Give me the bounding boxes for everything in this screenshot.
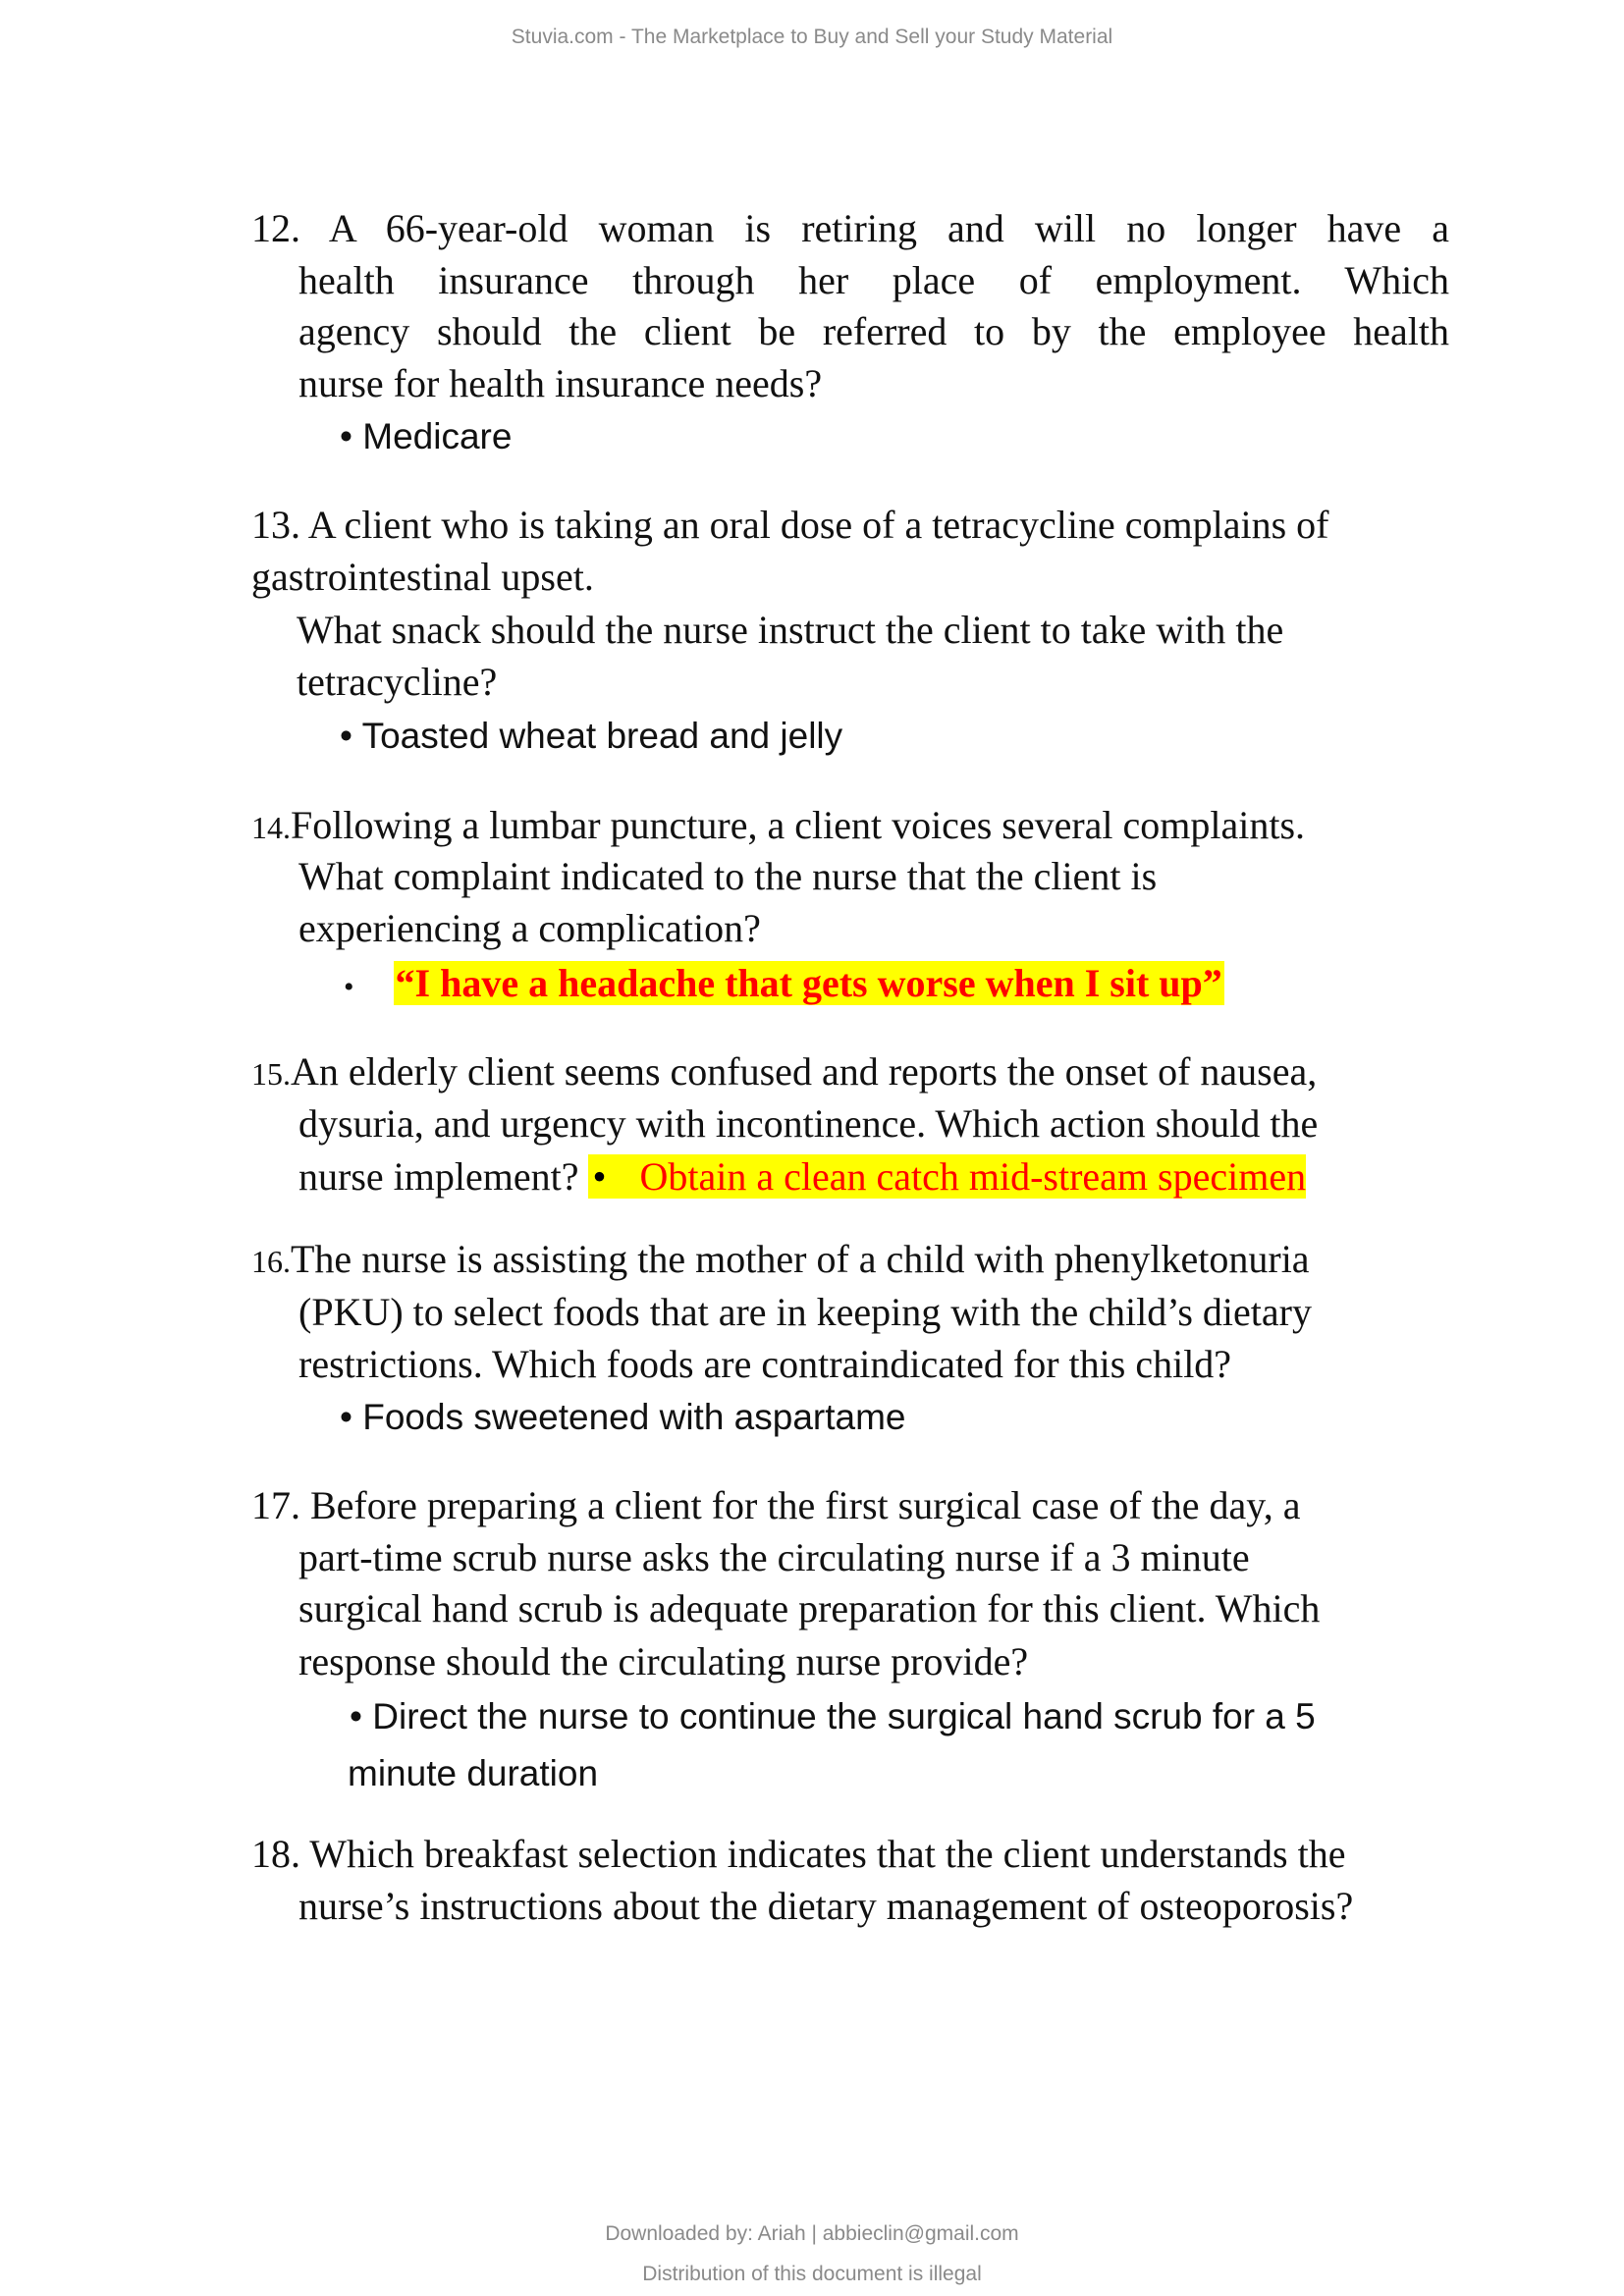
question-text: What complaint indicated to the nurse that the client is (298, 854, 1158, 898)
highlighted-answer: “I have a headache that gets worse when I sit up” (395, 961, 1222, 1005)
question-text: experiencing a complication? (298, 906, 761, 950)
question-text: surgical hand scrub is adequate preparation for this client. Which (298, 1586, 1321, 1630)
question-text: 18. Which breakfast selection indicates that the client understands the (251, 1832, 1346, 1876)
page-header: Stuvia.com - The Marketplace to Buy and Sell your Study Material (511, 26, 1113, 48)
answer: • Medicare (340, 416, 513, 456)
question-text: nurse’s instructions about the dietary management of osteoporosis? (298, 1884, 1354, 1928)
question-text: agency should the client be referred to by the employee health (298, 309, 1449, 353)
question-text: gastrointestinal upset. (251, 555, 594, 599)
question-text: tetracycline? (297, 660, 498, 704)
question-text: (PKU) to select foods that are in keeping with the child’s dietary (298, 1290, 1312, 1334)
question-text: part-time scrub nurse asks the circulating nurse if a 3 minute (298, 1535, 1250, 1579)
highlighted-answer: Obtain a clean catch mid-stream specimen (635, 1154, 1306, 1199)
answer: • Direct the nurse to continue the surgical hand scrub for a 5 (350, 1696, 1316, 1736)
question-text: nurse implement? • Obtain a clean catch mid-stream specimen (298, 1154, 1307, 1199)
answer: • Toasted wheat bread and jelly (340, 716, 843, 756)
question-text: dysuria, and urgency with incontinence. Which action should the (298, 1101, 1319, 1146)
question-text: 15.An elderly client seems confused and reports the onset of nausea, (251, 1049, 1318, 1094)
answer: • Foods sweetened with aspartame (340, 1397, 906, 1437)
question-text: response should the circulating nurse provide? (298, 1639, 1029, 1683)
question-text: nurse for health insurance needs? (298, 361, 823, 405)
answer: • “I have a headache that gets worse when I sit up” (344, 961, 1222, 1005)
question-text: health insurance through her place of employment. Which (298, 258, 1449, 302)
question-text: restrictions. Which foods are contraindicated for this child? (298, 1342, 1232, 1386)
question-text: 12. A 66-year-old woman is retiring and will no longer have a (251, 206, 1449, 250)
footer-downloaded: Downloaded by: Ariah | abbieclin@gmail.com (605, 2222, 1019, 2245)
question-text: 16.The nurse is assisting the mother of a child with phenylketonuria (251, 1237, 1310, 1281)
answer: minute duration (348, 1753, 599, 1793)
question-text: 14.Following a lumbar puncture, a client voices several complaints. (251, 803, 1306, 847)
footer-notice: Distribution of this document is illegal (642, 2263, 982, 2285)
question-text: 13. A client who is taking an oral dose of a tetracycline complains of (251, 503, 1329, 547)
question-text: What snack should the nurse instruct the client to take with the (297, 608, 1284, 652)
question-text: 17. Before preparing a client for the first surgical case of the day, a (251, 1483, 1301, 1527)
